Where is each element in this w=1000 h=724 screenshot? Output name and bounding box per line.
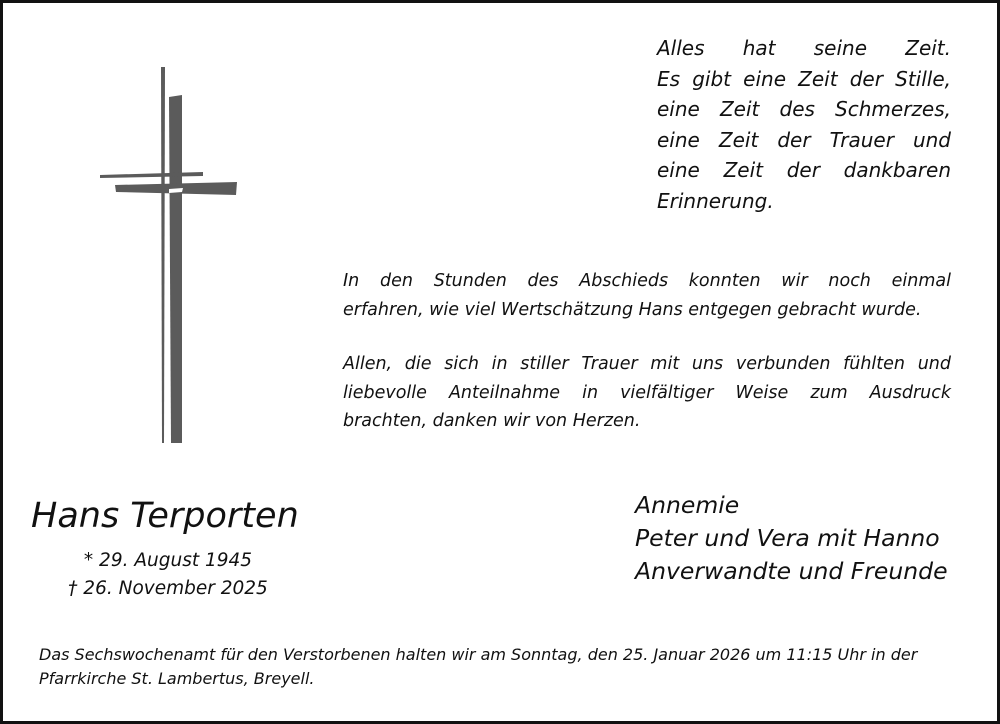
- poem-line: eine Zeit der Trauer und: [657, 127, 951, 152]
- family-signature: [635, 489, 975, 588]
- notice-line: Das Sechswochenamt für den Verstorbenen halten wir am Sonntag, den 25. Januar 2026 um 11:15 Uhr in der: [39, 645, 918, 664]
- thanks-line: Allen, die sich in stiller Trauer mit uns verbunden fühlten und: [343, 354, 951, 374]
- family-line: Annemie: [635, 491, 740, 519]
- family-line: Anverwandte und Freunde: [635, 557, 948, 585]
- death-date: † 26. November 2025: [68, 578, 268, 599]
- thanks-line: liebevolle Anteilnahme in vielfältiger Weise zum Ausdruck: [343, 382, 951, 403]
- poem-line: eine Zeit der dankbaren: [657, 158, 951, 182]
- mass-notice: [39, 643, 973, 691]
- thanks-line: In den Stunden des Abschieds konnten wir noch einmal: [343, 271, 951, 291]
- birth-date: * 29. August 1945: [83, 550, 253, 571]
- poem-line: Alles hat seine Zeit.: [657, 36, 951, 60]
- poem-line: Es gibt eine Zeit der Stille,: [657, 66, 951, 91]
- poem-line: Erinnerung.: [657, 188, 774, 213]
- cross-icon: [95, 67, 245, 447]
- thanks-line: erfahren, wie viel Wertschätzung Hans entgegen gebracht wurde.: [343, 299, 922, 320]
- family-line: Peter und Vera mit Hanno: [635, 524, 940, 552]
- thanks-text: [343, 267, 951, 436]
- poem: [657, 33, 951, 216]
- thanks-line: brachten, danken wir von Herzen.: [343, 411, 641, 431]
- poem-line: eine Zeit des Schmerzes,: [657, 97, 951, 121]
- notice-line: Pfarrkirche St. Lambertus, Breyell.: [39, 669, 315, 688]
- life-dates: [58, 547, 278, 603]
- deceased-name: Hans Terporten: [31, 496, 299, 536]
